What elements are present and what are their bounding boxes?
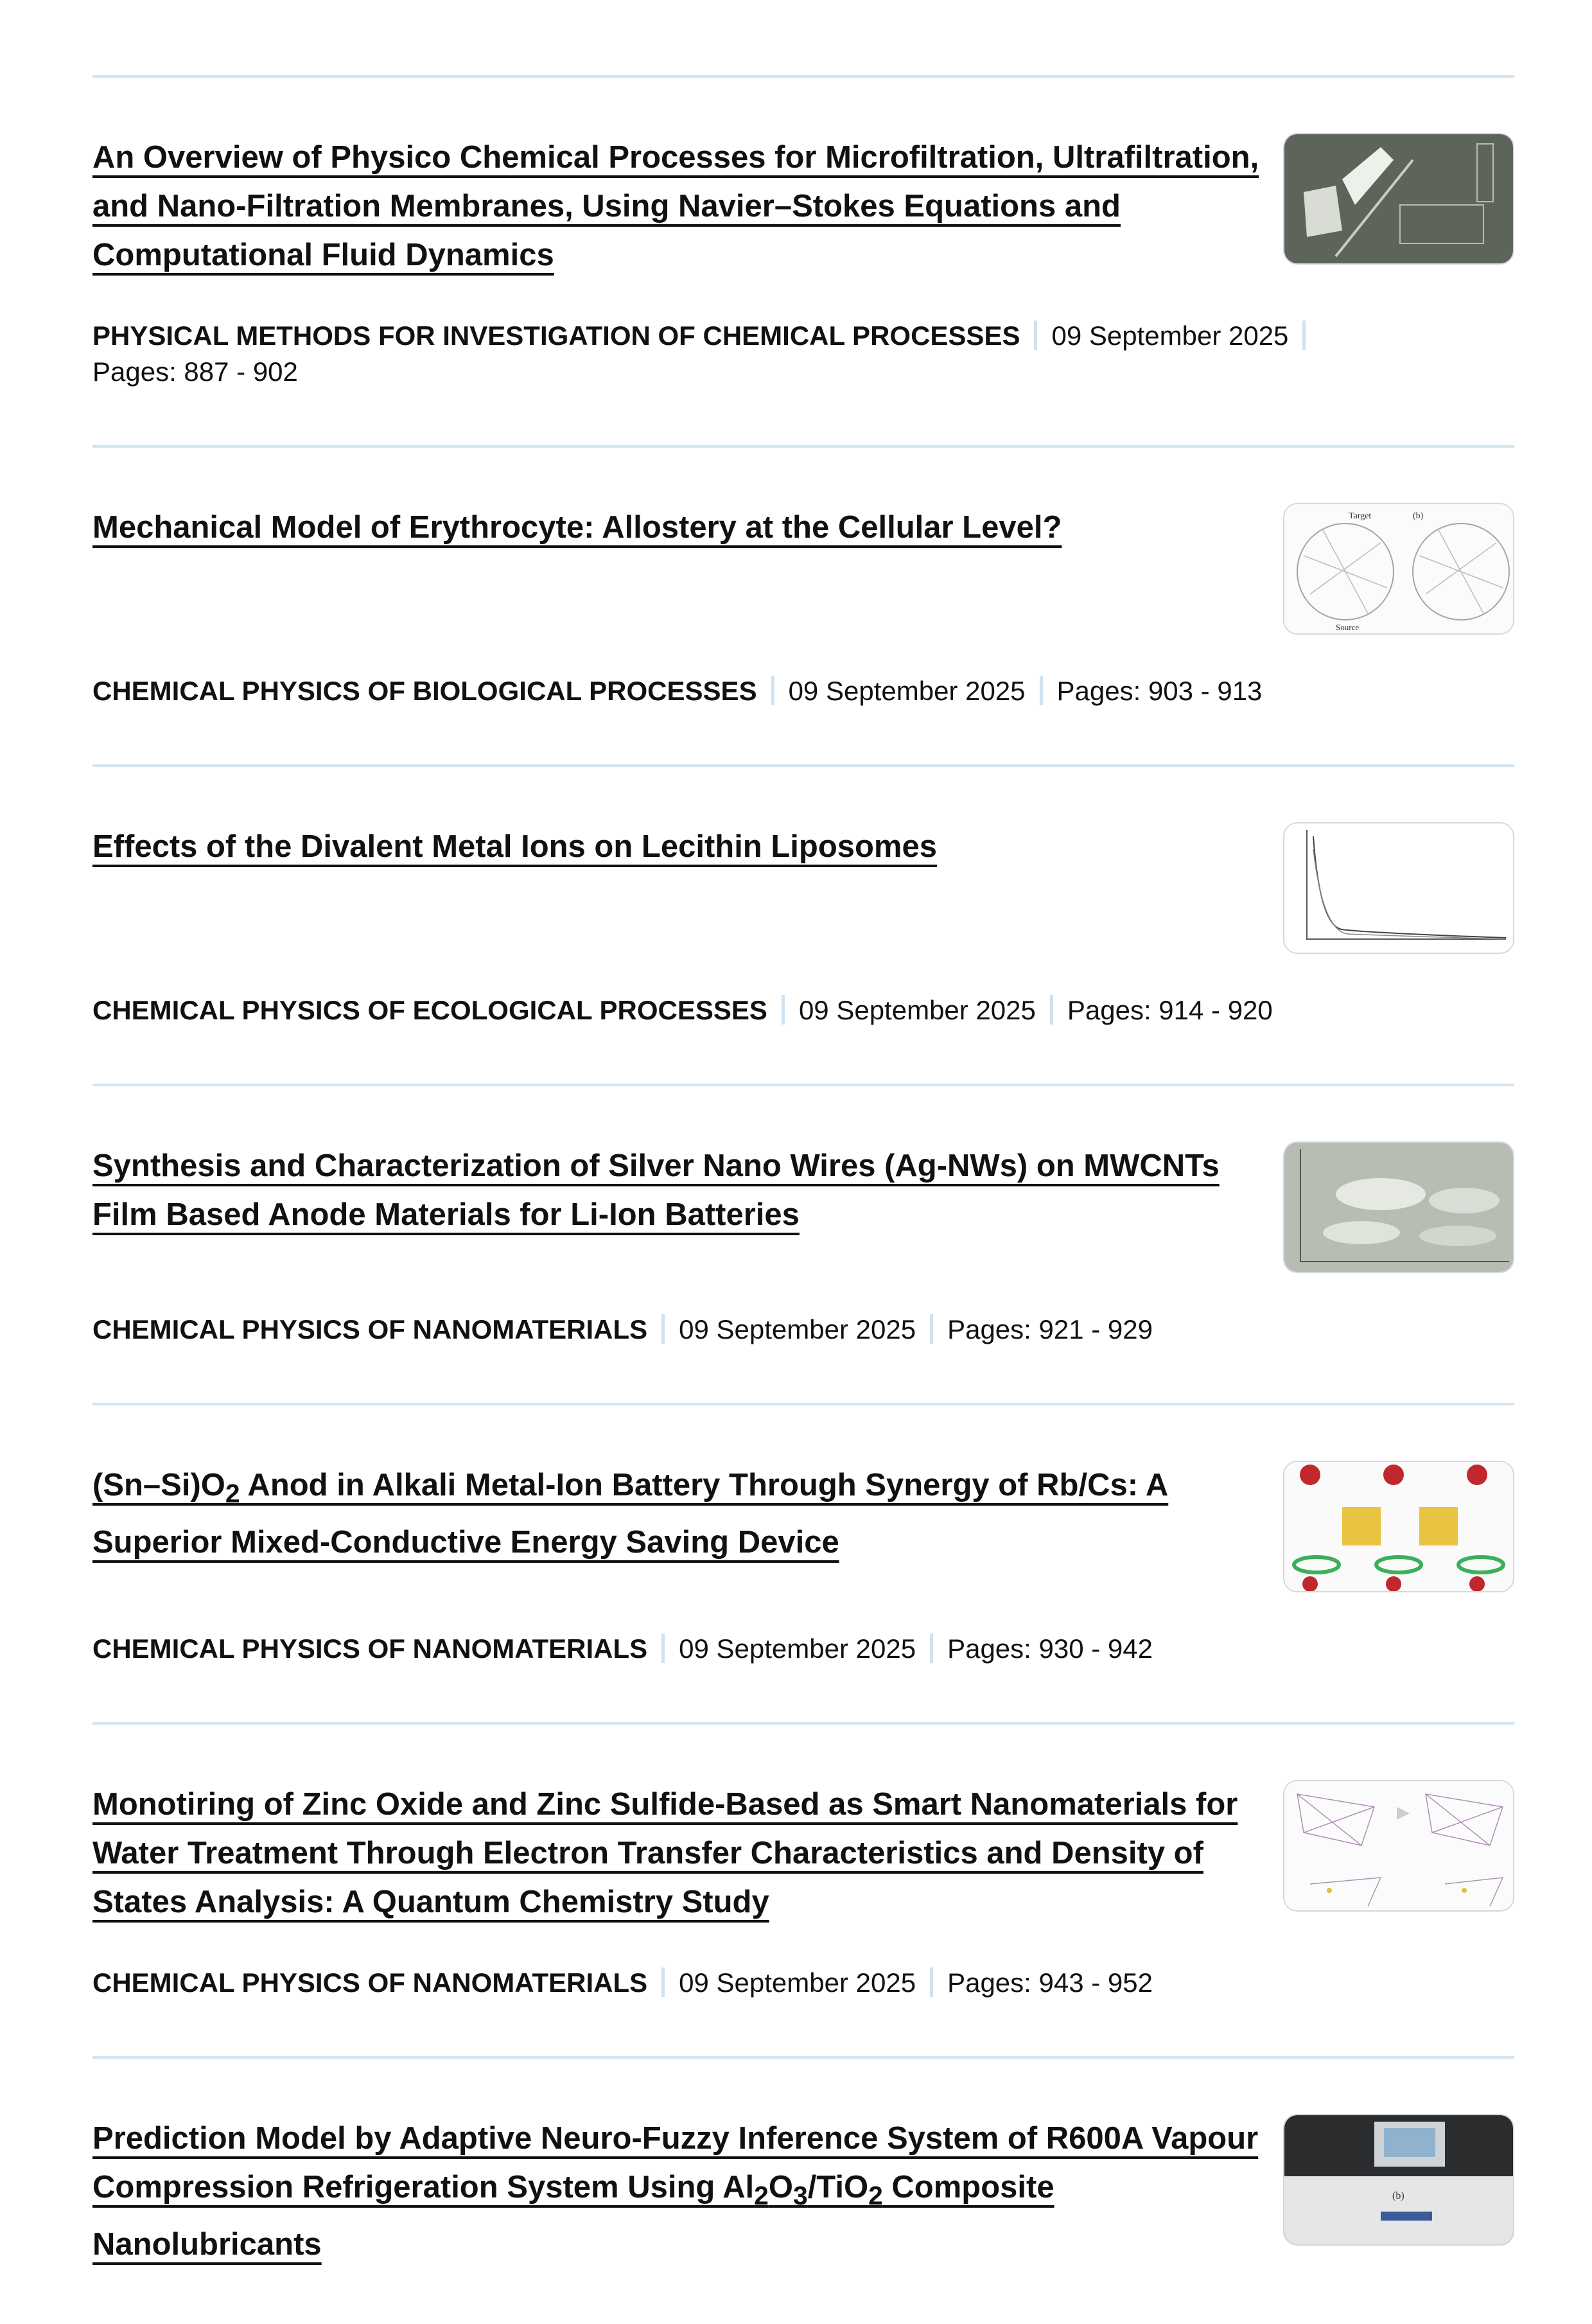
- article-pages: Pages: 943 - 952: [947, 1967, 1153, 1998]
- article-title-link[interactable]: Synthesis and Characterization of Silver Nano Wires (Ag-NWs) on MWCNTs Film Based Anode Materials for Li-Ion Batteries: [92, 1149, 1220, 1232]
- article-pages: Pages: 921 - 929: [947, 1314, 1153, 1344]
- article-date: 09 September 2025: [1051, 321, 1289, 351]
- article-thumbnail[interactable]: [1283, 1141, 1514, 1273]
- article-pages: Pages: 914 - 920: [1067, 995, 1273, 1025]
- separator: [930, 1967, 933, 1997]
- decay-curve-image: [1284, 823, 1513, 953]
- separator: [1040, 676, 1043, 705]
- article-title: [92, 1780, 1268, 1926]
- article-item: [92, 1405, 1514, 1725]
- article-title-link[interactable]: [92, 1468, 1168, 1560]
- article-title-link[interactable]: Effects of the Divalent Metal Ions on Lecithin Liposomes: [92, 829, 938, 864]
- article-title-link[interactable]: Mechanical Model of Erythrocyte: Allostery at the Cellular Level?: [92, 510, 1062, 545]
- article-meta: [92, 318, 1514, 390]
- title-subscript: 3: [792, 2180, 808, 2210]
- separator: [930, 1633, 933, 1663]
- article-section[interactable]: CHEMICAL PHYSICS OF BIOLOGICAL PROCESSES: [92, 676, 757, 706]
- molecular-structure-image: [1284, 1462, 1513, 1591]
- article-section[interactable]: CHEMICAL PHYSICS OF NANOMATERIALS: [92, 1314, 648, 1344]
- title-subscript: 2: [868, 2180, 883, 2210]
- article-item: [92, 1725, 1514, 2059]
- anode-capacity-image: [1284, 1143, 1513, 1272]
- article-title-link[interactable]: An Overview of Physico Chemical Processes for Microfiltration, Ultrafiltration, and Nano-Filtration Membranes, Using Navier–Stokes Equations and Computational Fluid Dynamics: [92, 140, 1259, 272]
- article-thumbnail[interactable]: [1283, 503, 1514, 635]
- article-thumbnail[interactable]: [1283, 133, 1514, 265]
- article-section[interactable]: CHEMICAL PHYSICS OF NANOMATERIALS: [92, 1633, 648, 1664]
- title-text: /TiO: [807, 2170, 869, 2205]
- article-meta: [92, 1631, 1514, 1667]
- separator: [782, 995, 785, 1025]
- article-pages: Pages: 930 - 942: [947, 1633, 1153, 1664]
- article-pages: Pages: 903 - 913: [1056, 676, 1263, 706]
- separator: [661, 1314, 665, 1344]
- article-thumbnail[interactable]: [1283, 1780, 1514, 1912]
- article-title: [92, 822, 1268, 871]
- article-meta: [92, 992, 1514, 1028]
- title-text: Composite Nanolubricants: [92, 2170, 1054, 2262]
- separator: [1050, 995, 1053, 1025]
- article-date: 09 September 2025: [788, 676, 1026, 706]
- svg-text:(b): (b): [1392, 2190, 1404, 2201]
- article-title: [92, 1141, 1268, 1239]
- membrane-apparatus-image: [1284, 134, 1513, 263]
- article-item: [92, 1086, 1514, 1405]
- article-date: 09 September 2025: [679, 1633, 916, 1664]
- article-section[interactable]: CHEMICAL PHYSICS OF NANOMATERIALS: [92, 1967, 648, 1998]
- title-text: O: [768, 2170, 793, 2205]
- refrigeration-apparatus-image: [1284, 2115, 1513, 2244]
- title-text: Anod in Alkali Metal-Ion Battery Through Synergy of Rb/Cs: A Superior Mixed-Conductive Energy Saving Device: [92, 1468, 1169, 1560]
- article-title: [92, 2114, 1268, 2269]
- title-subscript: 2: [754, 2180, 769, 2210]
- article-list: [92, 75, 1514, 2324]
- article-section[interactable]: PHYSICAL METHODS FOR INVESTIGATION OF CHEMICAL PROCESSES: [92, 321, 1020, 351]
- erythrocyte-network-image: [1284, 504, 1513, 633]
- article-date: 09 September 2025: [798, 995, 1036, 1025]
- article-title: [92, 1461, 1268, 1567]
- article-item: [92, 78, 1514, 448]
- article-item: [92, 448, 1514, 767]
- article-title: [92, 133, 1268, 279]
- separator: [771, 676, 774, 705]
- svg-text:(b): (b): [1413, 511, 1424, 521]
- svg-text:Target: Target: [1349, 511, 1372, 521]
- article-item: [92, 2059, 1514, 2324]
- separator: [1302, 321, 1306, 350]
- title-text: (Sn–Si)O: [92, 1468, 225, 1502]
- article-thumbnail[interactable]: [1283, 1461, 1514, 1592]
- article-date: 09 September 2025: [679, 1314, 916, 1344]
- article-meta: [92, 1312, 1514, 1348]
- crystal-lattice-image: [1284, 1781, 1513, 1910]
- article-date: 09 September 2025: [679, 1967, 916, 1998]
- article-pages: Pages: 887 - 902: [92, 357, 298, 387]
- separator: [661, 1633, 665, 1663]
- article-item: [92, 767, 1514, 1086]
- article-meta: [92, 1965, 1514, 2001]
- svg-text:Source: Source: [1336, 622, 1360, 632]
- article-thumbnail[interactable]: [1283, 822, 1514, 954]
- article-thumbnail[interactable]: [1283, 2114, 1514, 2246]
- title-subscript: 2: [225, 1478, 240, 1508]
- separator: [1034, 321, 1037, 350]
- article-title-link[interactable]: [92, 2121, 1258, 2262]
- article-section[interactable]: CHEMICAL PHYSICS OF ECOLOGICAL PROCESSES: [92, 995, 767, 1025]
- article-title: [92, 503, 1268, 552]
- article-meta: [92, 673, 1514, 709]
- title-text: Prediction Model by Adaptive Neuro-Fuzzy Inference System of R600A Vapour Compression Refrigeration System Using Al: [92, 2121, 1259, 2205]
- article-title-link[interactable]: Monotiring of Zinc Oxide and Zinc Sulfide-Based as Smart Nanomaterials for Water Treatment Through Electron Transfer Characteristics and Density of States Analysis: A Quantum Chemistry Study: [92, 1787, 1238, 1919]
- separator: [661, 1967, 665, 1997]
- separator: [930, 1314, 933, 1344]
